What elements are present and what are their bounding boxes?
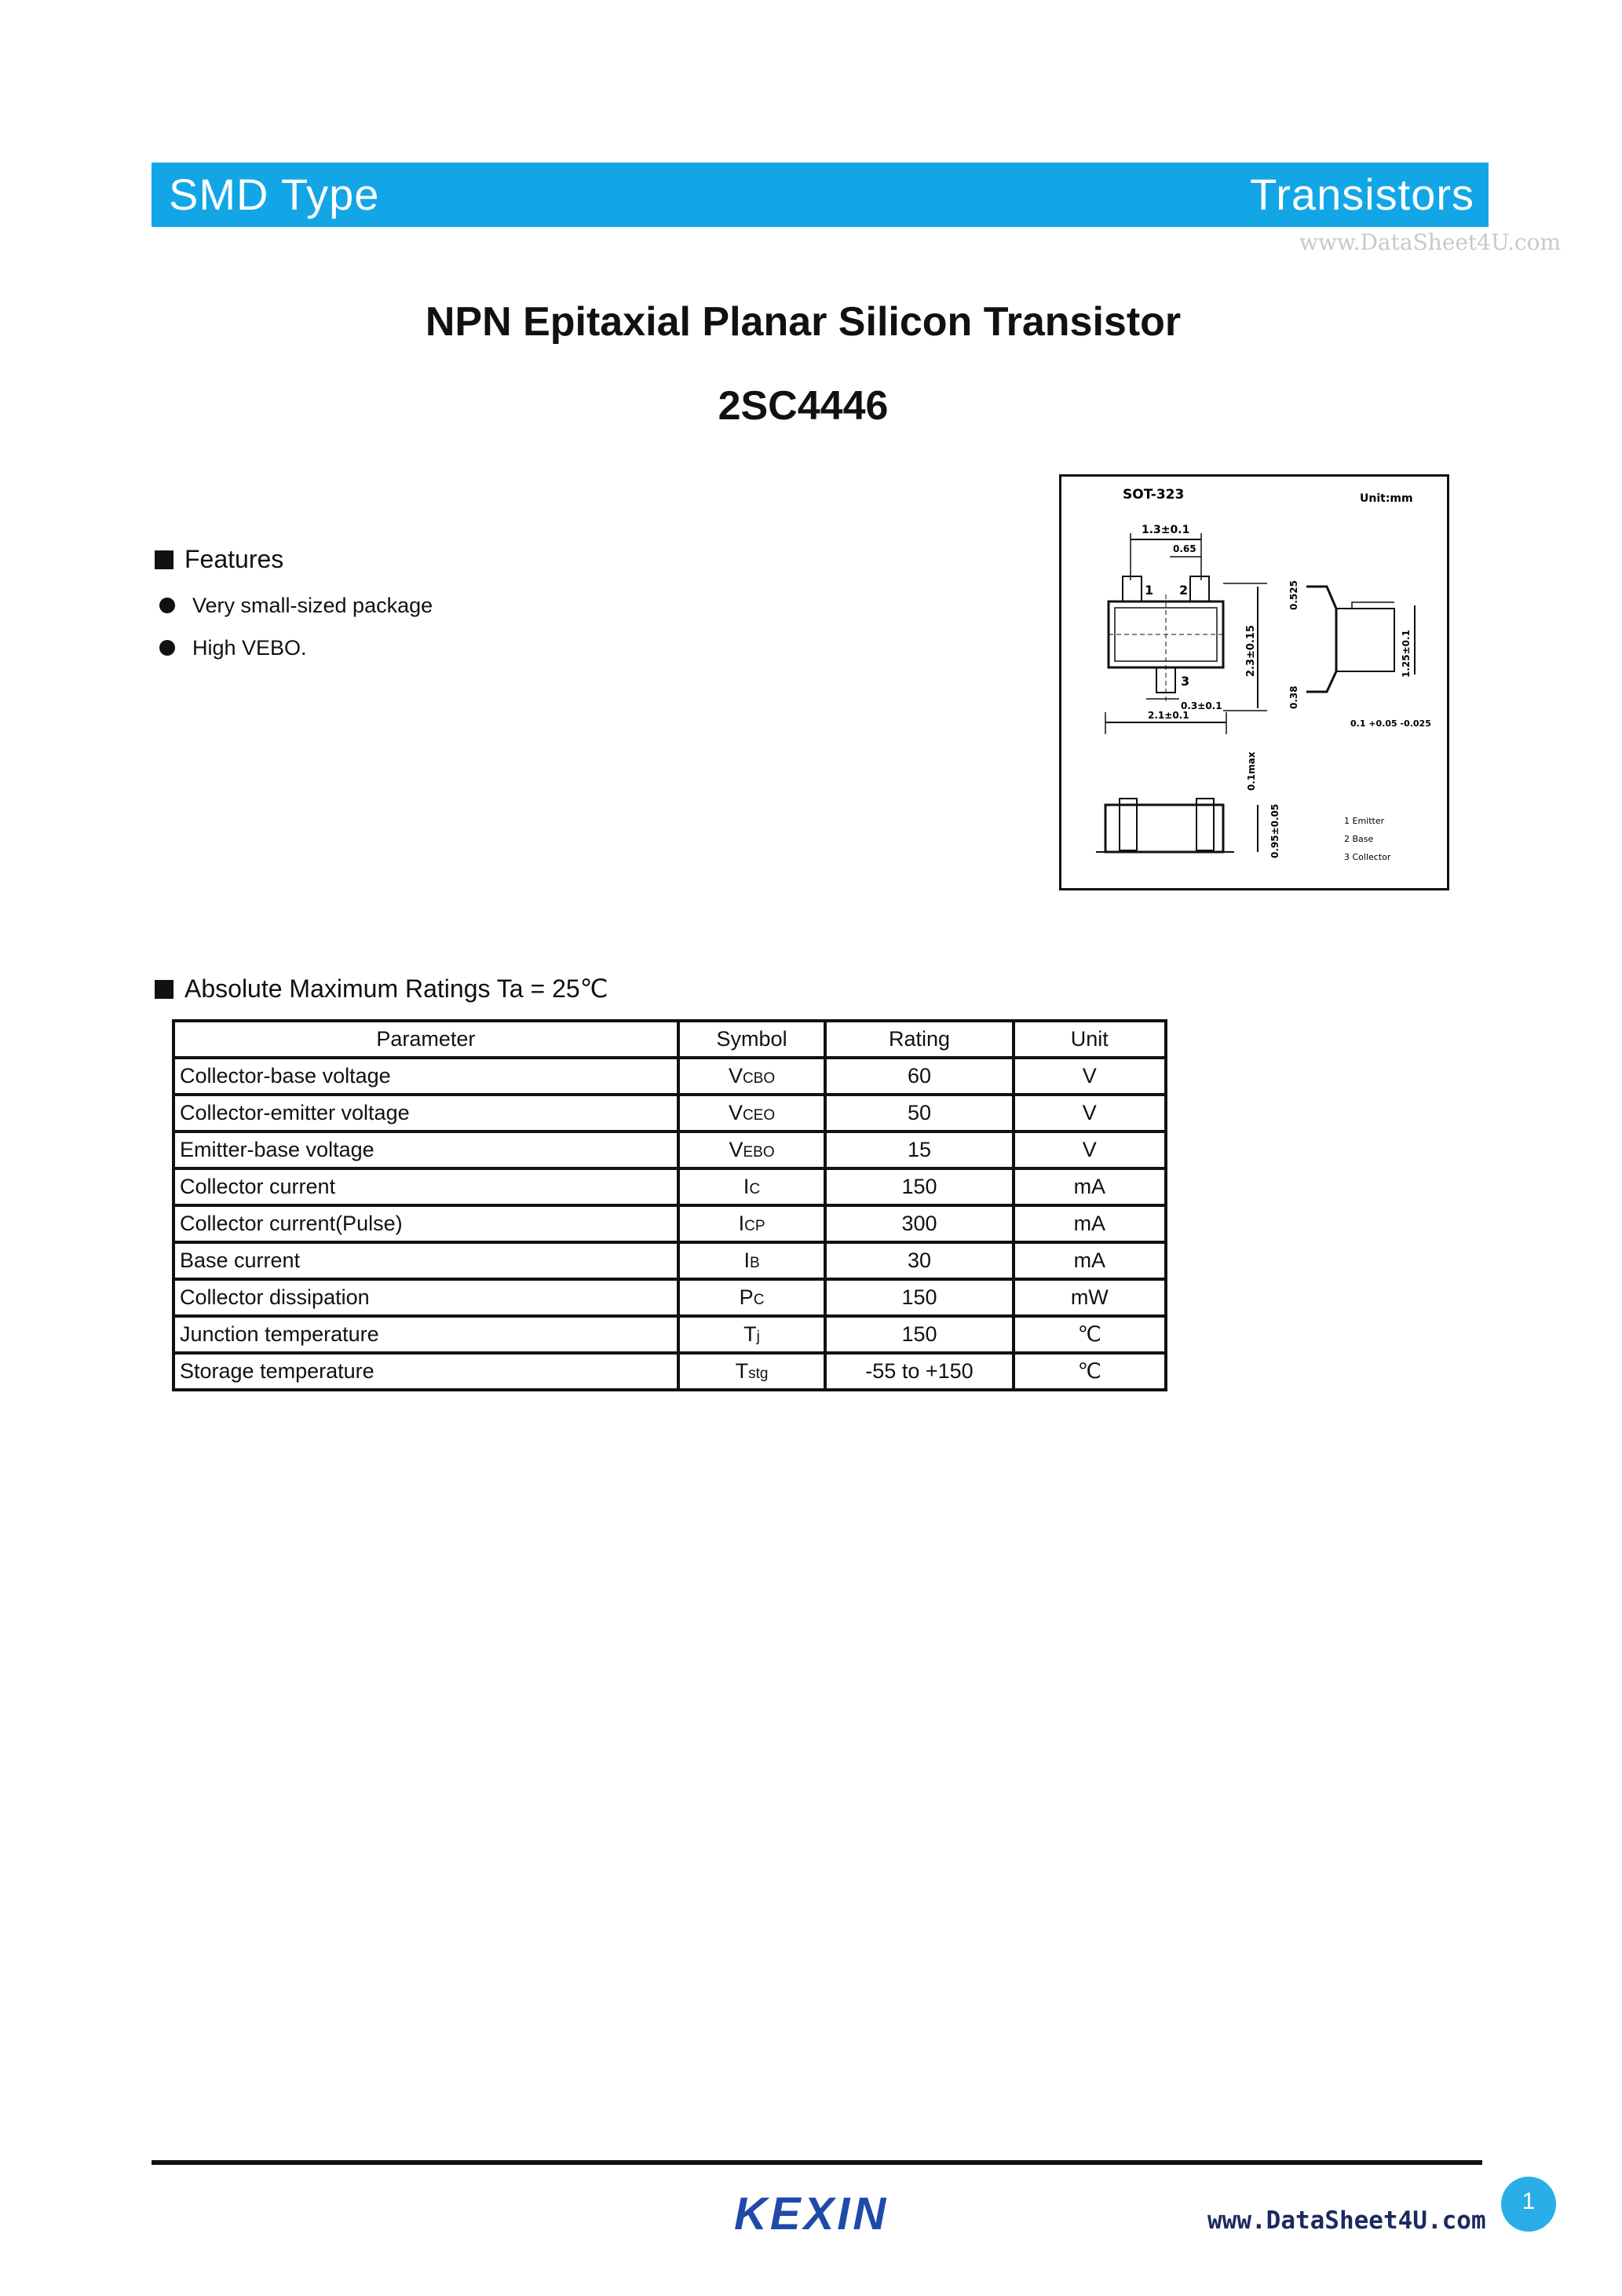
unit-cell: mA (1014, 1168, 1166, 1205)
symbol-cell: VEBO (678, 1132, 826, 1168)
column-header: Unit (1014, 1021, 1166, 1058)
footer-divider (152, 2160, 1482, 2165)
rating-cell: 60 (825, 1058, 1013, 1095)
pin-1-label: 1 (1145, 583, 1154, 598)
symbol-cell: PC (678, 1279, 826, 1316)
symbol-cell: Tj (678, 1316, 826, 1353)
pin-3-label: 3 (1181, 674, 1190, 689)
dim-width-top: 1.3±0.1 (1142, 524, 1190, 536)
pin-legend-1: 1 Emitter (1344, 816, 1385, 826)
bullet-icon (159, 598, 175, 613)
bullet-icon (159, 640, 175, 656)
table-row (174, 1058, 1166, 1095)
column-header: Rating (825, 1021, 1013, 1058)
parameter-cell: Junction temperature (174, 1316, 678, 1353)
table-row (174, 1242, 1166, 1279)
watermark-top: www.DataSheet4U.com (1299, 229, 1562, 255)
unit-cell: mA (1014, 1242, 1166, 1279)
part-number: 2SC4446 (718, 383, 889, 429)
unit-cell: V (1014, 1132, 1166, 1168)
unit-cell: ℃ (1014, 1353, 1166, 1390)
ratings-table (172, 1019, 1167, 1391)
rating-cell: 150 (825, 1316, 1013, 1353)
unit-cell: V (1014, 1058, 1166, 1095)
rating-cell: 150 (825, 1168, 1013, 1205)
dim-lead: 0.3±0.1 (1181, 700, 1222, 711)
table-header-row (174, 1021, 1166, 1058)
features-heading: Features (155, 545, 283, 574)
table-row (174, 1353, 1166, 1390)
header-type: Transistors (1250, 170, 1474, 219)
square-bullet-icon (155, 550, 174, 569)
table-row (174, 1316, 1166, 1353)
rating-cell: 50 (825, 1095, 1013, 1132)
dim-thickness: 0.1 +0.05 -0.025 (1350, 718, 1431, 729)
dim-side-bottom: 0.38 (1288, 686, 1299, 709)
pin-legend-3: 3 Collector (1344, 852, 1391, 862)
parameter-cell: Emitter-base voltage (174, 1132, 678, 1168)
dim-body: 2.1±0.1 (1148, 710, 1189, 721)
header-category: SMD Type (169, 170, 380, 219)
parameter-cell: Collector current (174, 1168, 678, 1205)
unit-cell: V (1014, 1095, 1166, 1132)
rating-cell: -55 to +150 (825, 1353, 1013, 1390)
dim-total: 0.95±0.05 (1269, 803, 1280, 858)
page-number: 1 (1501, 2177, 1556, 2232)
unit-label: Unit:mm (1360, 492, 1413, 505)
table-row (174, 1205, 1166, 1242)
pin-legend-2: 2 Base (1344, 834, 1374, 844)
dim-side-height: 1.25±0.1 (1401, 630, 1412, 678)
package-drawing (1059, 474, 1449, 890)
feature-item: Very small-sized package (159, 594, 433, 618)
column-header: Symbol (678, 1021, 826, 1058)
unit-cell: mW (1014, 1279, 1166, 1316)
rating-cell: 30 (825, 1242, 1013, 1279)
rating-cell: 150 (825, 1279, 1013, 1316)
document-title: NPN Epitaxial Planar Silicon Transistor (425, 299, 1182, 345)
dim-side-top: 0.525 (1288, 580, 1299, 610)
symbol-cell: IC (678, 1168, 826, 1205)
kexin-logo: KEXIN (734, 2188, 890, 2239)
package-name: SOT-323 (1123, 487, 1185, 503)
symbol-cell: Tstg (678, 1353, 826, 1390)
table-row (174, 1095, 1166, 1132)
column-header: Parameter (174, 1021, 678, 1058)
dim-pitch: 0.65 (1173, 543, 1196, 554)
rating-cell: 300 (825, 1205, 1013, 1242)
parameter-cell: Collector dissipation (174, 1279, 678, 1316)
pin-2-label: 2 (1179, 583, 1189, 598)
table-row (174, 1132, 1166, 1168)
rating-cell: 15 (825, 1132, 1013, 1168)
parameter-cell: Collector-emitter voltage (174, 1095, 678, 1132)
unit-cell: ℃ (1014, 1316, 1166, 1353)
table-row (174, 1168, 1166, 1205)
symbol-cell: IB (678, 1242, 826, 1279)
symbol-cell: VCEO (678, 1095, 826, 1132)
dim-height: 2.3±0.15 (1245, 625, 1257, 677)
square-bullet-icon (155, 980, 174, 999)
feature-item: High VEBO. (159, 636, 307, 660)
parameter-cell: Base current (174, 1242, 678, 1279)
parameter-cell: Collector current(Pulse) (174, 1205, 678, 1242)
parameter-cell: Collector-base voltage (174, 1058, 678, 1095)
parameter-cell: Storage temperature (174, 1353, 678, 1390)
unit-cell: mA (1014, 1205, 1166, 1242)
dim-max: 0.1max (1246, 751, 1257, 791)
table-row (174, 1279, 1166, 1316)
footer-url[interactable]: www.DataSheet4U.com (1207, 2206, 1486, 2235)
symbol-cell: VCBO (678, 1058, 826, 1095)
ratings-heading: Absolute Maximum Ratings Ta = 25℃ (155, 974, 608, 1004)
header-banner (152, 163, 1489, 227)
symbol-cell: ICP (678, 1205, 826, 1242)
